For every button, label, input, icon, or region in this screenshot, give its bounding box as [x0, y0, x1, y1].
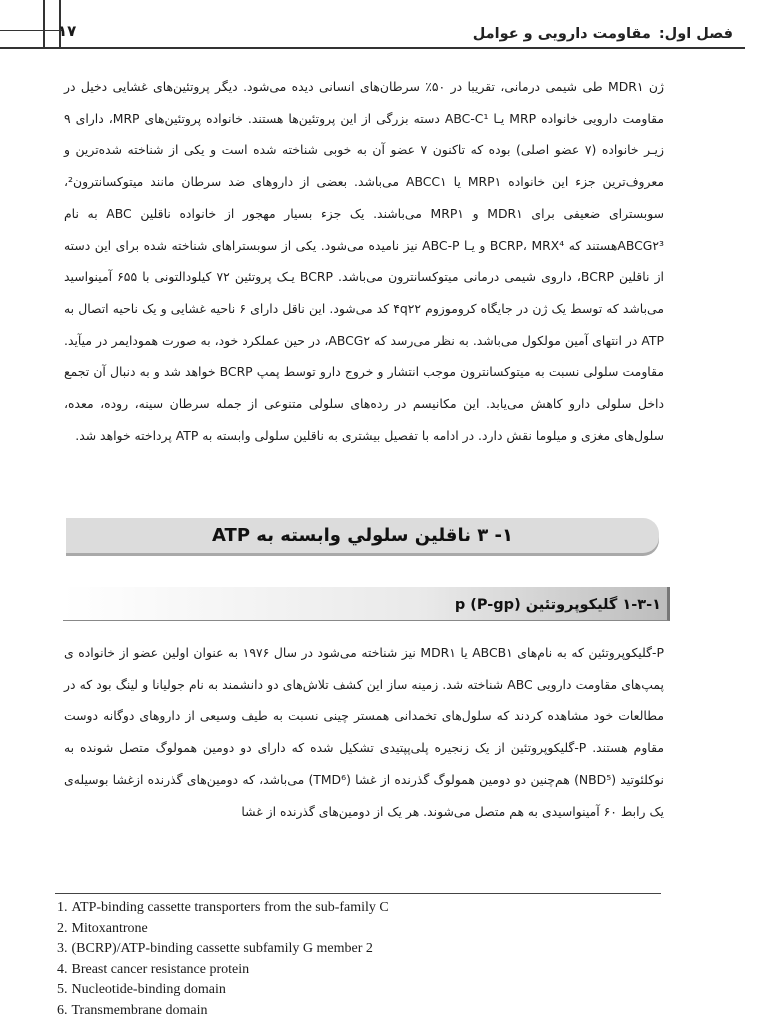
footnote-text: Transmembrane domain [71, 1002, 208, 1018]
footnote-item [57, 919, 657, 940]
page-number: ۱۷ [58, 22, 77, 40]
subsection-heading: ۱-۳-۱ گلیکوپروتئین p (P-gp) [454, 597, 661, 613]
body-paragraph-2: P-گلیکوپروتئین که به نام‌های ABCB۱ یا MDR۱ نیز شناخته می‌شود در سال ۱۹۷۶ به عنوان اولین عضو از خانواده ی پمپ‌های مقاومت دارویی ABC شناخته شد. زمینه ساز این کشف تلاش‌های دو دانشمند به نام جولیانا و لینگ بود که در مطالعات خود مشاهده کردند که سلول‌های تخمدانی همستر چینی نسبت به طیف وسیعی از داروهای دوگانه دوست مقاوم هستند. P-گلیکوپروتئین از یک زنجیره پلی‌پپتیدی تشکیل شده که دارای دو دومین همولوگ متصل شونده به نوکلئوتید (NBD⁵) هم‌چنین دو دومین همولوگ گذرنده از غشا (TMD⁶) می‌باشد، که دومین‌های گذرنده ازغشا بوسیله‌ی یک رابط ۶۰ آمینواسیدی به هم متصل می‌شوند. هر یک از دومین‌های گذرنده از غشا [64, 645, 664, 819]
running-header [62, 22, 733, 46]
footnote-rule [55, 893, 661, 894]
section-heading: ۱- ۳ ناقلین سلولي وابسته به ATP [212, 525, 513, 546]
footnote-item [57, 960, 657, 981]
footnote-text: (BCRP)/ATP-binding cassette subfamily G member 2 [71, 941, 373, 957]
footnote-text: Nucleotide-binding domain [71, 982, 226, 998]
footnote-item [57, 898, 657, 919]
footnote-number: 2. [57, 920, 68, 936]
chapter-title: مقاومت دارویی و عوامل [472, 26, 651, 42]
footnote-item [57, 1001, 657, 1022]
footnote-number: 1. [57, 900, 68, 915]
footnote-number: 6. [57, 1002, 68, 1018]
footnote-number: 3. [57, 941, 68, 957]
footnote-number: 5. [57, 982, 68, 998]
footnote-text: Mitoxantrone [71, 920, 148, 936]
footnote-number: 4. [57, 961, 68, 977]
footnote-text: ATP-binding cassette transporters from the sub-family C [71, 900, 389, 915]
footnote-item [57, 980, 657, 1001]
body-paragraph-1: ژن MDR۱ طی شیمی درمانی، تقریبا در ۵۰٪ سرطان‌های انسانی دیده می‌شود. دیگر پروتئین‌های غشایی دخیل در مقاومت دارویی خانواده MRP یـا ABC-C¹ دسته بزرگی از این پروتئین‌ها هستند. خانواده پروتئین‌های MRP، دارای ۹ زیـر خانواده (۷ عضو اصلی) بوده که تاکنون ۷ عضو آن به خوبی شناخته شده است و یکی از شناخته شده‌ترین و معروف‌ترین جزء این خانواده MRP۱ یا ABCC۱ می‌باشد. بعضی از داروهای ضد سرطان مانند میتوکسانترون²، سوبسترای ضعیفی برای MDR۱ و MRP۱ می‌باشند. یک جزء بسیار مهجور از خانواده ناقلین ABC به نام ABCG۲³هستند که BCRP، MRX⁴ و یـا ABC-P نیز نامیده می‌شود. یکی از سوبستراهای شناخته شده برای این دسته از ناقلین BCRP، داروی شیمی درمانی میتوکسانترون می‌باشد. BCRP یـک پروتئین ۷۲ کیلودالتونی با ۶۵۵ آمینواسید می‌باشد که توسط یک ژن در جایگاه کروموزوم ۴q۲۲ کد می‌شود. این ناقل دارای ۶ ناحیه غشایی و یک ناحیه اتصال به ATP در انتهای آمین مولکول می‌باشد. به نظر می‌رسد که ABCG۲، در حین عملکرد خود، به صورت همودایمر در میآید. مقاومت سلولی نسبت به میتوکسانترون موجب انتشار و خروج دارو توسط پمپ BCRP خواهد شد و به دنبال آن تجمع داخل سلولی دارو کاهش می‌یابد. این مکانیسم در رده‌های سلولی متنوعی از جمله سرطان سینه، روده، معده، سلول‌های مغزی و میلوما نقش دارد. در ادامه با تفصیل بیشتری به ناقلین سلولی وابسته به ATP پرداخته خواهد شد. [64, 79, 664, 443]
footnotes [57, 898, 657, 1022]
footnote-text: Breast cancer resistance protein [71, 961, 250, 977]
header-rule [0, 47, 745, 49]
footnote-item [57, 939, 657, 960]
chapter-label: فصل اول: [658, 26, 733, 42]
